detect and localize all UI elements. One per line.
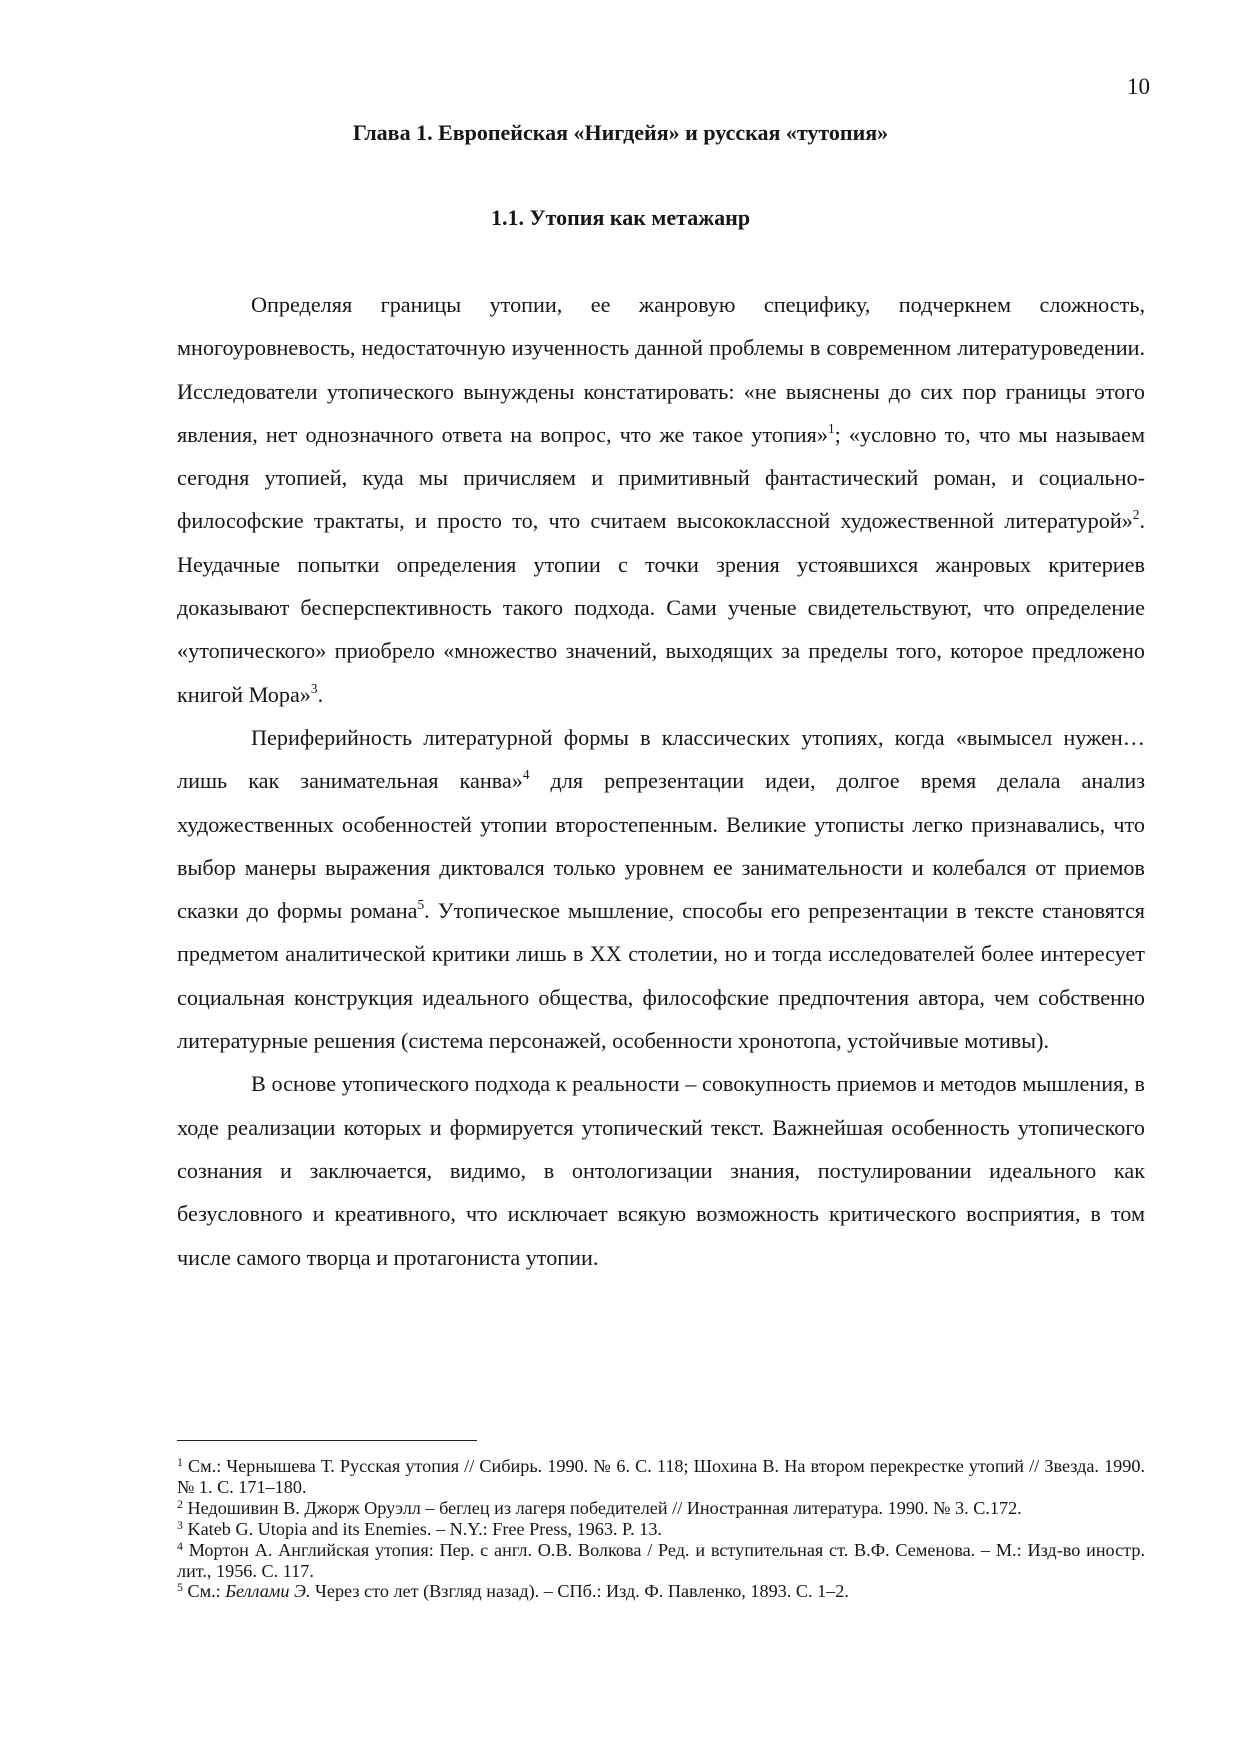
footnote-ref-2: 2 xyxy=(1132,507,1140,523)
footnote-ref-1: 1 xyxy=(827,420,835,436)
footnote-ref-5: 5 xyxy=(417,897,425,913)
footnote-4: $^4$ Мортон А. Английская утопия: Пер. с англ. О.В. Волкова / Ред. и вступительная ст. В.Ф. Семенова. – М.: Изд-во иностр. лит., 1956. С. 117. xyxy=(177,1538,1145,1581)
footnote-5: $^5$ См.: Беллами Э. Через сто лет (Взгляд назад). – СПб.: Изд. Ф. Павленко, 1893. С. 1–2. xyxy=(177,1580,849,1602)
footnote-2: $^2$ Недошивин В. Джорж Оруэлл – беглец из лагеря победителей // Иностранная литература. 1990. № 3. С.172. xyxy=(177,1496,1022,1518)
footnote-ref-4: 4 xyxy=(522,767,530,783)
footnote-3: $^3$ Kateb G. Utopia and its Enemies. – N.Y.: Free Press, 1963. P. 13. xyxy=(177,1517,662,1539)
paragraph-3: В основе утопического подхода к реальности – совокупность приемов и методов мышления, в ходе реализации которых и формируется утопический текст. Важнейшая особенность утопического сознания и заключается, видимо, в онтологизации знания, постулировании идеального как безусловного и креативного, что исключает всякую возможность критического восприятия, в том числе самого творца и протагониста утопии. xyxy=(177,1071,1145,1270)
body-text xyxy=(177,283,1145,1279)
footnote-ref-3: 3 xyxy=(310,680,318,696)
page-number: 10 xyxy=(1127,74,1150,99)
paragraph-1: Определяя границы утопии, ее жанровую специфику, подчеркнем сложность, многоуровневость, недостаточную изученность данной проблемы в современном литературоведении. Исследователи утопического вынуждены констатировать: «не выяснены до сих пор границы этого явления, нет однозначного ответа на вопрос, что же такое утопия»$^1$; «условно то, что мы называем сегодня утопией, куда мы причисляем и примитивный фантастический роман, и социально-философские трактаты, и просто то, что считаем высококлассной художественной литературой»$^2$. Неудачные попытки определения утопии с точки зрения устоявшихся жанровых критериев доказывают бесперспективность такого подхода. Сами ученые свидетельствуют, что определение «утопического» приобрело «множество значений, выходящих за пределы того, которое предложено книгой Мора»$^3$. xyxy=(177,292,1145,707)
footnote-separator xyxy=(177,1440,477,1441)
footnotes xyxy=(177,1456,1145,1602)
footnote-1: $^1$ См.: Чернышева Т. Русская утопия // Сибирь. 1990. № 6. С. 118; Шохина В. На втором перекрестке утопий // Звезда. 1990. № 1. С. 171–180. xyxy=(177,1455,1145,1497)
section-title: 1.1. Утопия как метажанр xyxy=(490,205,751,230)
chapter-title: Глава 1. Европейская «Нигдейя» и русская «тутопия» xyxy=(352,120,889,145)
paragraph-2: Периферийность литературной формы в классических утопиях, когда «вымысел нужен… лишь как занимательная канва»$^4$ для репрезентации идеи, долгое время делала анализ художественных особенностей утопии второстепенным. Великие утописты легко признавались, что выбор манеры выражения диктовался только уровнем ее занимательности и колебался от приемов сказки до формы романа$^5$. Утопическое мышление, способы его репрезентации в тексте становятся предметом аналитической критики лишь в XX столетии, но и тогда исследователей более интересует социальная конструкция идеального общества, философские предпочтения автора, чем собственно литературные решения (система персонажей, особенности хронотопа, устойчивые мотивы). xyxy=(177,724,1145,1054)
